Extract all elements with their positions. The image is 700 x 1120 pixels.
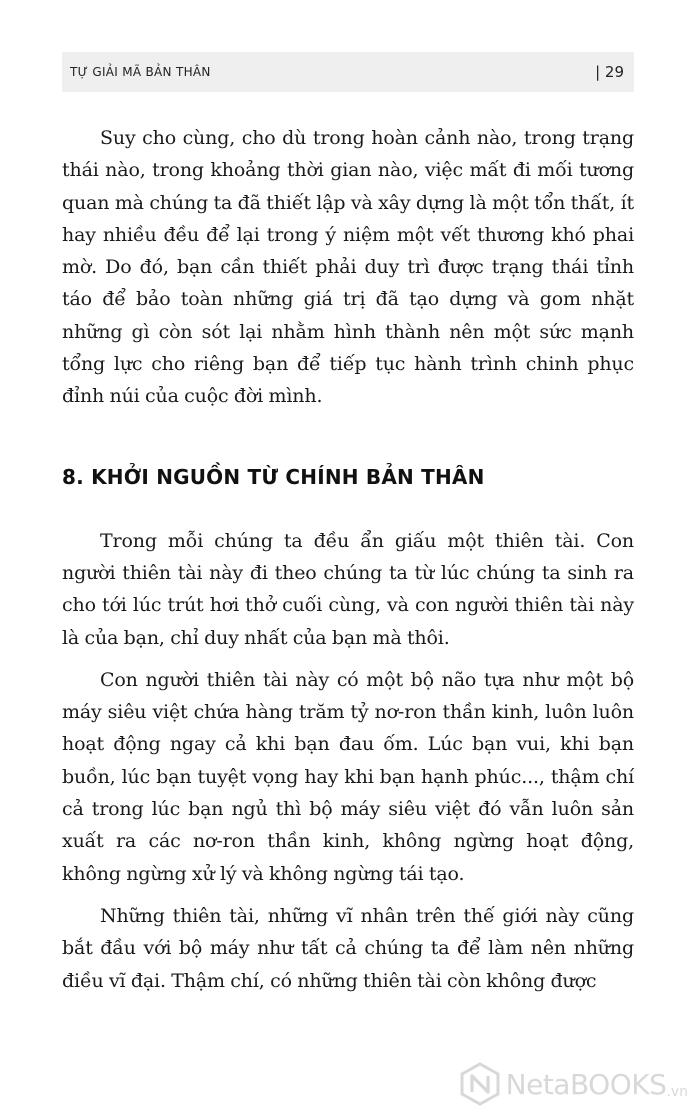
page-number: | 29 [595, 63, 624, 81]
paragraph: Suy cho cùng, cho dù trong hoàn cảnh nào, trong trạng thái nào, trong khoảng thời gian nào, việc mất đi mối tương quan mà chúng ta đã thiết lập và xây dựng là một tổn thất, ít hay nhiều đều để lại trong ý niệm một vết thương khó phai mờ. Do đó, bạn cần thiết phải duy trì được trạng thái tỉnh táo để bảo toàn những giá trị đã tạo dựng và gom nhặt những gì còn sót lại nhằm hình thành nên một sức mạnh tổng lực cho riêng bạn để tiếp tục hành trình chinh phục đỉnh núi của cuộc đời mình. [62, 127, 634, 408]
book-title: TỰ GIẢI MÃ BẢN THÂN [70, 65, 211, 79]
watermark [458, 1062, 688, 1106]
page-body [62, 122, 634, 1007]
paragraph: Những thiên tài, những vĩ nhân trên thế giới này cũng bắt đầu với bộ máy như tất cả chúng ta để làm nên những điều vĩ đại. Thậm chí, có những thiên tài còn không được [62, 904, 634, 992]
paragraph: Trong mỗi chúng ta đều ẩn giấu một thiên tài. Con người thiên tài này đi theo chúng ta từ lúc chúng ta sinh ra cho tới lúc trút hơi thở cuối cùng, và con người thiên tài này là của bạn, chỉ duy nhất của bạn mà thôi. [62, 529, 634, 649]
neta-logo-icon [458, 1062, 502, 1106]
paragraph: Con người thiên tài này có một bộ não tựa như một bộ máy siêu việt chứa hàng trăm tỷ nơ-ron thần kinh, luôn luôn hoạt động ngay cả khi bạn đau ốm. Lúc bạn vui, khi bạn buồn, lúc bạn tuyệt vọng hay khi bạn hạnh phúc..., thậm chí cả trong lúc bạn ngủ thì bộ máy siêu việt đó vẫn luôn sản xuất ra các nơ-ron thần kinh, không ngừng hoạt động, không ngừng xử lý và không ngừng tái tạo. [62, 668, 634, 885]
running-header [62, 52, 634, 92]
watermark-brand: NetaBOOKS [505, 1067, 667, 1101]
section-heading: 8. KHỞI NGUỒN TỪ CHÍNH BẢN THÂN [62, 464, 485, 489]
watermark-suffix: .vn [666, 1084, 688, 1100]
